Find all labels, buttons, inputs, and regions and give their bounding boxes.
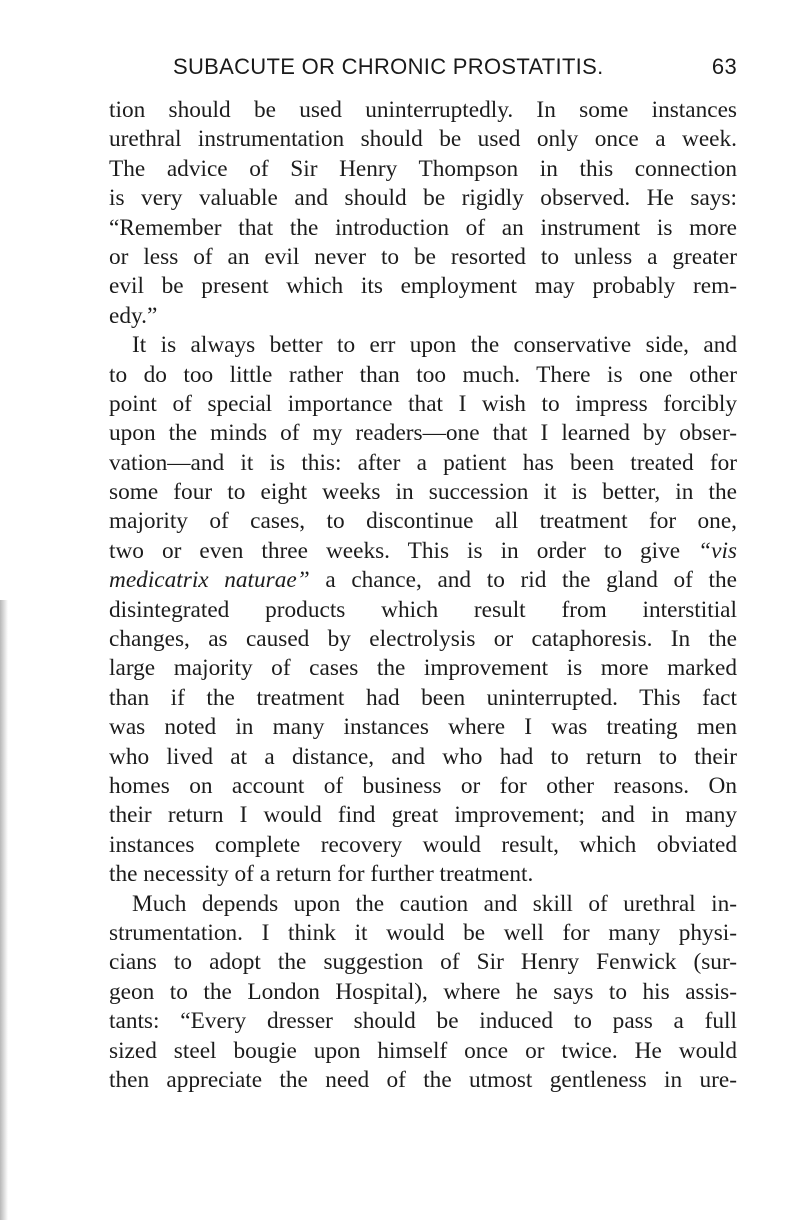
text-segment: two or even three weeks. This is in order to give	[109, 537, 699, 564]
text-line: changes, as caused by electrolysis or cataphoresis. In the	[109, 626, 737, 653]
text-line: cians to adopt the suggestion of Sir Henry Fenwick (sur-	[109, 949, 737, 976]
text-line: The advice of Sir Henry Thompson in this connection	[109, 155, 737, 182]
text-line: some four to eight weeks in succession it is better, in the	[109, 479, 737, 506]
text-line: urethral instrumentation should be used only once a week.	[109, 126, 737, 153]
text-line: is very valuable and should be rigidly observed. He says:	[109, 185, 737, 212]
text-line: upon the minds of my readers—one that I learned by obser-	[109, 420, 737, 447]
text-line: evil be present which its employment may probably rem-	[109, 273, 737, 300]
paragraph-start-line: Much depends upon the caution and skill of urethral in-	[132, 890, 737, 917]
text-line: large majority of cases the improvement is more marked	[109, 655, 737, 682]
text-line: sized steel bougie upon himself once or twice. He would	[109, 1037, 737, 1064]
body-text	[109, 96, 737, 1095]
text-line: to do too little rather than too much. There is one other	[109, 361, 737, 388]
text-line: edy.”	[109, 302, 158, 329]
text-line: geon to the London Hospital), where he says to his assis-	[109, 978, 737, 1005]
text-line: who lived at a distance, and who had to return to their	[109, 743, 737, 770]
text-line: than if the treatment had been uninterrupted. This fact	[109, 684, 737, 711]
text-line: tants: “Every dresser should be induced to pass a full	[109, 1008, 737, 1035]
text-line: tion should be used uninterruptedly. In some instances	[109, 97, 737, 123]
italic-phrase: “vis	[698, 537, 737, 564]
running-title: SUBACUTE OR CHRONIC PROSTATITIS.	[173, 54, 604, 79]
text-line: the necessity of a return for further treatment.	[109, 861, 534, 888]
text-line: then appreciate the need of the utmost gentleness in ure-	[109, 1066, 737, 1093]
page-edge-shadow	[0, 600, 8, 1220]
text-line: their return I would find great improvement; and in many	[109, 802, 737, 829]
text-segment: a chance, and to rid the gland of the	[309, 567, 737, 594]
text-line: was noted in many instances where I was treating men	[109, 714, 737, 741]
text-line-with-italic	[109, 566, 737, 595]
text-line: point of special importance that I wish to impress forcibly	[109, 390, 737, 417]
text-line: strumentation. I think it would be well for many physi-	[109, 919, 737, 946]
text-line: or less of an evil never to be resorted to unless a greater	[109, 243, 737, 270]
italic-phrase: medicatrix naturae”	[109, 567, 310, 594]
text-line: homes on account of business or for other reasons. On	[109, 772, 737, 799]
paragraph-start-line: It is always better to err upon the conservative side, and	[132, 332, 737, 359]
text-line: disintegrated products which result from interstitial	[109, 596, 737, 623]
page-number: 63	[711, 54, 737, 79]
text-line: majority of cases, to discontinue all treatment for one,	[109, 508, 737, 535]
text-line: “Remember that the introduction of an instrument is more	[109, 214, 737, 241]
page-header	[173, 54, 737, 84]
text-line: vation—and it is this: after a patient has been treated for	[109, 449, 737, 476]
text-line: instances complete recovery would result, which obviated	[109, 831, 737, 858]
text-line-with-italic	[109, 537, 737, 566]
